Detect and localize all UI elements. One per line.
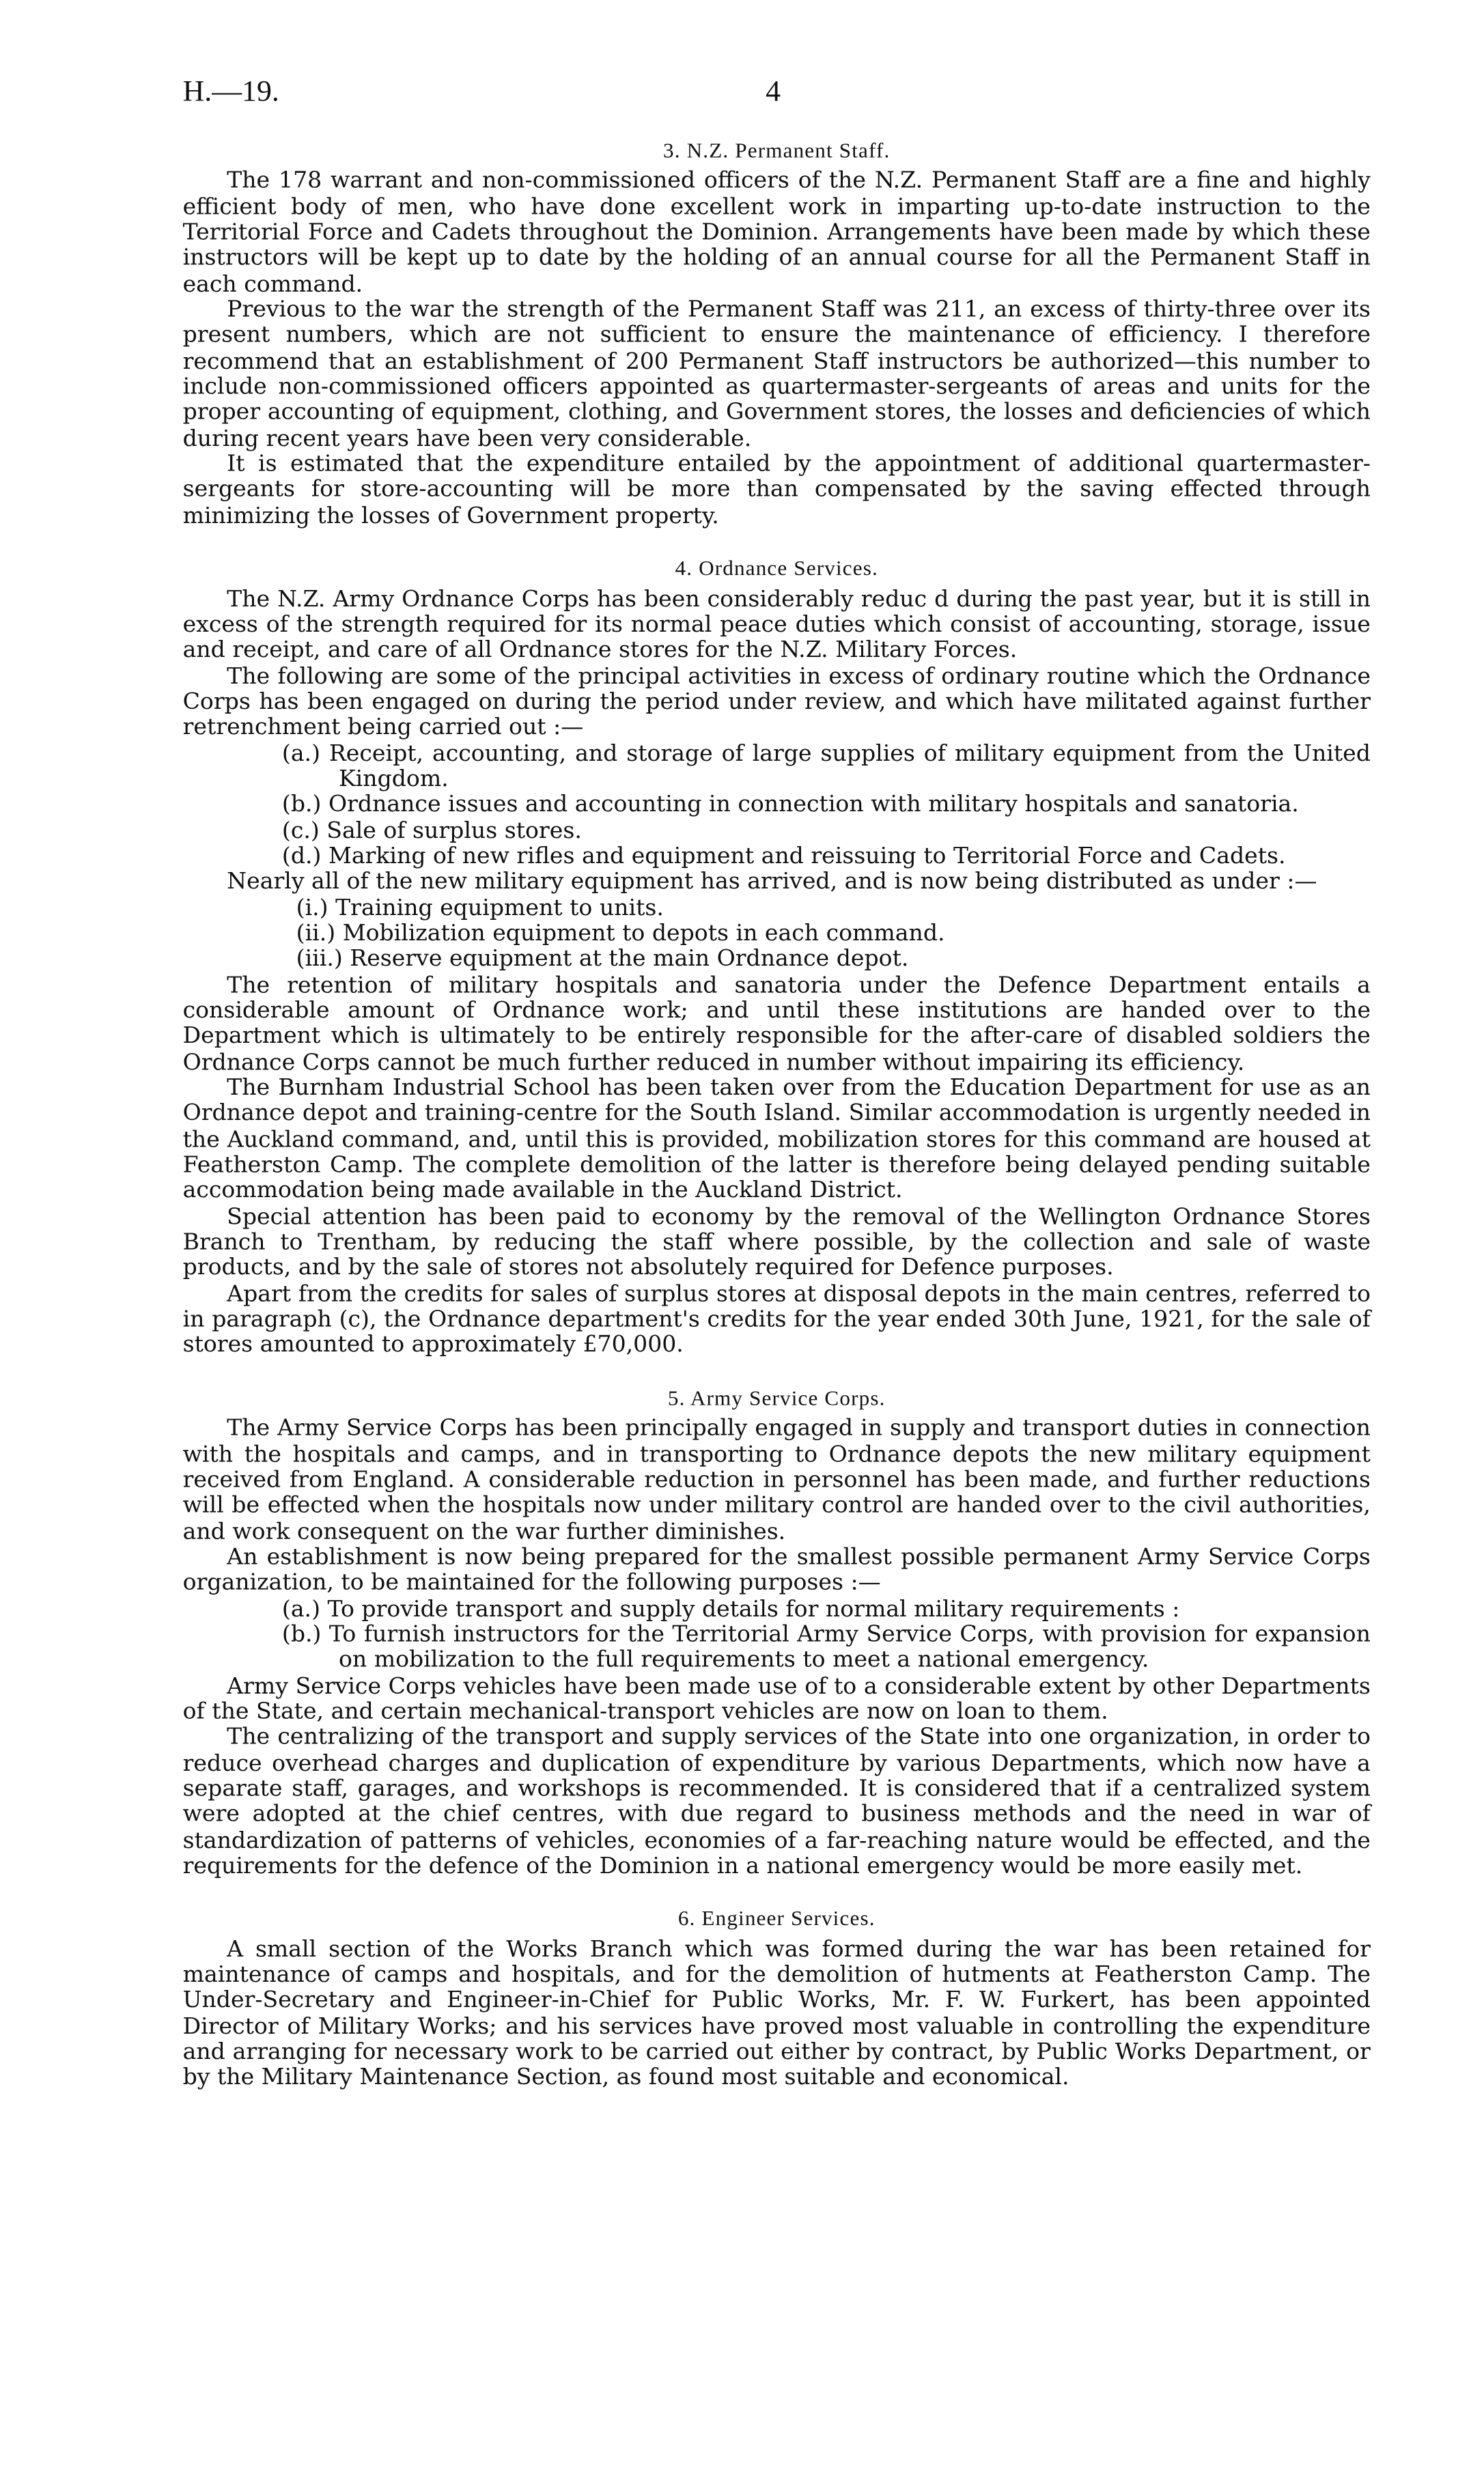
paragraph: The retention of military hospitals and sanatoria under the Defence Department entails a considerable amount of Ordnance work; and until these institutions are handed over to the Department which is ultimately to be entirely responsible for the after-care of disabled soldiers the Ordnance Corps cannot be much further reduced in number without impairing its efficiency. [182,972,1371,1076]
list-item: (i.) Training equipment to units. [296,895,664,921]
list-item: (b.) Ordnance issues and accounting in connection with military hospitals and sanatoria. [281,792,1299,818]
page-number: 4 [766,75,781,109]
list-item: (b.) To furnish instructors for the Territorial Army Service Corps, with provision for expansion on mobilization to the full requirements to meet a national emergency. [281,1622,1371,1674]
list-item: (iii.) Reserve equipment at the main Ordnance depot. [296,947,909,973]
paragraph: The N.Z. Army Ordnance Corps has been considerably reduc d during the past year, but it is still in excess of the strength required for its normal peace duties which consist of accounting, storage, issue and receipt, and care of all Ordnance stores for the N.Z. Military Forces. [182,587,1371,664]
list-item: (a.) To provide transport and supply details for normal military requirements : [281,1597,1180,1622]
paragraph: An establishment is now being prepared for the smallest possible permanent Army Service Corps organization, to be maintained for the following purposes :— [182,1545,1371,1597]
paragraph: The 178 warrant and non-commissioned officers of the N.Z. Permanent Staff are a fine and highly efficient body of men, who have done excellent work in imparting up-to-date instruction to the Territorial Force and Cadets throughout the Dominion. Arrangements have been made by which these instructors will be kept up to date by the holding of an annual course for all the Permanent Staff in each command. [182,169,1371,298]
paragraph: Army Service Corps vehicles have been made use of to a considerable extent by other Departments of the State, and certain mechanical-transport vehicles are now on loan to them. [182,1674,1371,1725]
section-heading: 3. N.Z. Permanent Staff. [663,138,891,163]
page-header [183,76,1311,113]
section-heading: 5. Army Service Corps. [667,1386,886,1410]
list-item: (a.) Receipt, accounting, and storage of large supplies of military equipment from the United Kingdom. [281,741,1371,793]
section-heading: 4. Ordnance Services. [675,556,878,580]
list-item: (d.) Marking of new rifles and equipment and reissuing to Territorial Force and Cadets. [281,844,1286,870]
paragraph: Previous to the war the strength of the Permanent Staff was 211, an excess of thirty-three over its present numbers, which are not sufficient to ensure the maintenance of efficiency. I therefore recommend that an establishment of 200 Permanent Staff instructors be authorized—this number to include non-commissioned officers appointed as quartermaster-sergeants of areas and units for the proper accounting of equipment, clothing, and Government stores, the losses and deficiencies of which during recent years have been very considerable. [182,298,1371,452]
paragraph: The centralizing of the transport and supply services of the State into one organization, in order to reduce overhead charges and duplication of expenditure by various Departments, which now have a separate staff, garages, and workshops is recommended. It is considered that if a centralized system were adopted at the chief centres, with due regard to business methods and the need in war of standardization of patterns of vehicles, economies of a far-reaching nature would be effected, and the requirements for the defence of the Dominion in a national emergency would be more easily met. [182,1725,1371,1880]
page-body [183,139,1371,2092]
paragraph: The Burnham Industrial School has been taken over from the Education Department for use as an Ordnance depot and training-centre for the South Island. Similar accommodation is urgently needed in the Auckland command, and, until this is provided, mobilization stores for this command are housed at Featherston Camp. The complete demolition of the latter is therefore being delayed pending suitable accommodation being made available in the Auckland District. [182,1076,1371,1205]
list-item: (ii.) Mobilization equipment to depots in each command. [296,921,945,947]
paragraph: A small section of the Works Branch which was formed during the war has been retained for maintenance of camps and hospitals, and for the demolition of hutments at Featherston Camp. The Under-Secretary and Engineer-in-Chief for Public Works, Mr. F. W. Furkert, has been appointed Director of Military Works; and his services have proved most valuable in controlling the expenditure and arranging for necessary work to be carried out either by contract, by Public Works Department, or by the Military Maintenance Section, as found most suitable and economical. [182,1937,1371,2092]
document-reference: H.—19. [182,75,279,109]
list-item: (c.) Sale of surplus stores. [281,818,582,844]
paragraph: Nearly all of the new military equipment has arrived, and is now being distributed as under :— [227,869,1317,895]
paragraph: Special attention has been paid to economy by the removal of the Wellington Ordnance Stores Branch to Trentham, by reducing the staff where possible, by the collection and sale of waste products, and by the sale of stores not absolutely required for Defence purposes. [182,1205,1371,1282]
section-heading: 6. Engineer Services. [677,1907,876,1931]
paragraph: The Army Service Corps has been principally engaged in supply and transport duties in connection with the hospitals and camps, and in transporting to Ordnance depots the new military equipment received from England. A considerable reduction in personnel has been made, and further reductions will be effected when the hospitals now under military control are handed over to the civil authorities, and work consequent on the war further diminishes. [182,1416,1371,1545]
paragraph: The following are some of the principal activities in excess of ordinary routine which the Ordnance Corps has been engaged on during the period under review, and which have militated against further retrenchment being carried out :— [182,664,1371,741]
paragraph: Apart from the credits for sales of surplus stores at disposal depots in the main centres, referred to in paragraph (c), the Ordnance department's credits for the year ended 30th June, 1921, for the sale of stores amounted to approximately £70,000. [182,1282,1371,1359]
paragraph: It is estimated that the expenditure entailed by the appointment of additional quartermaster-sergeants for store-accounting will be more than compensated by the saving effected through minimizing the losses of Government property. [182,452,1371,529]
